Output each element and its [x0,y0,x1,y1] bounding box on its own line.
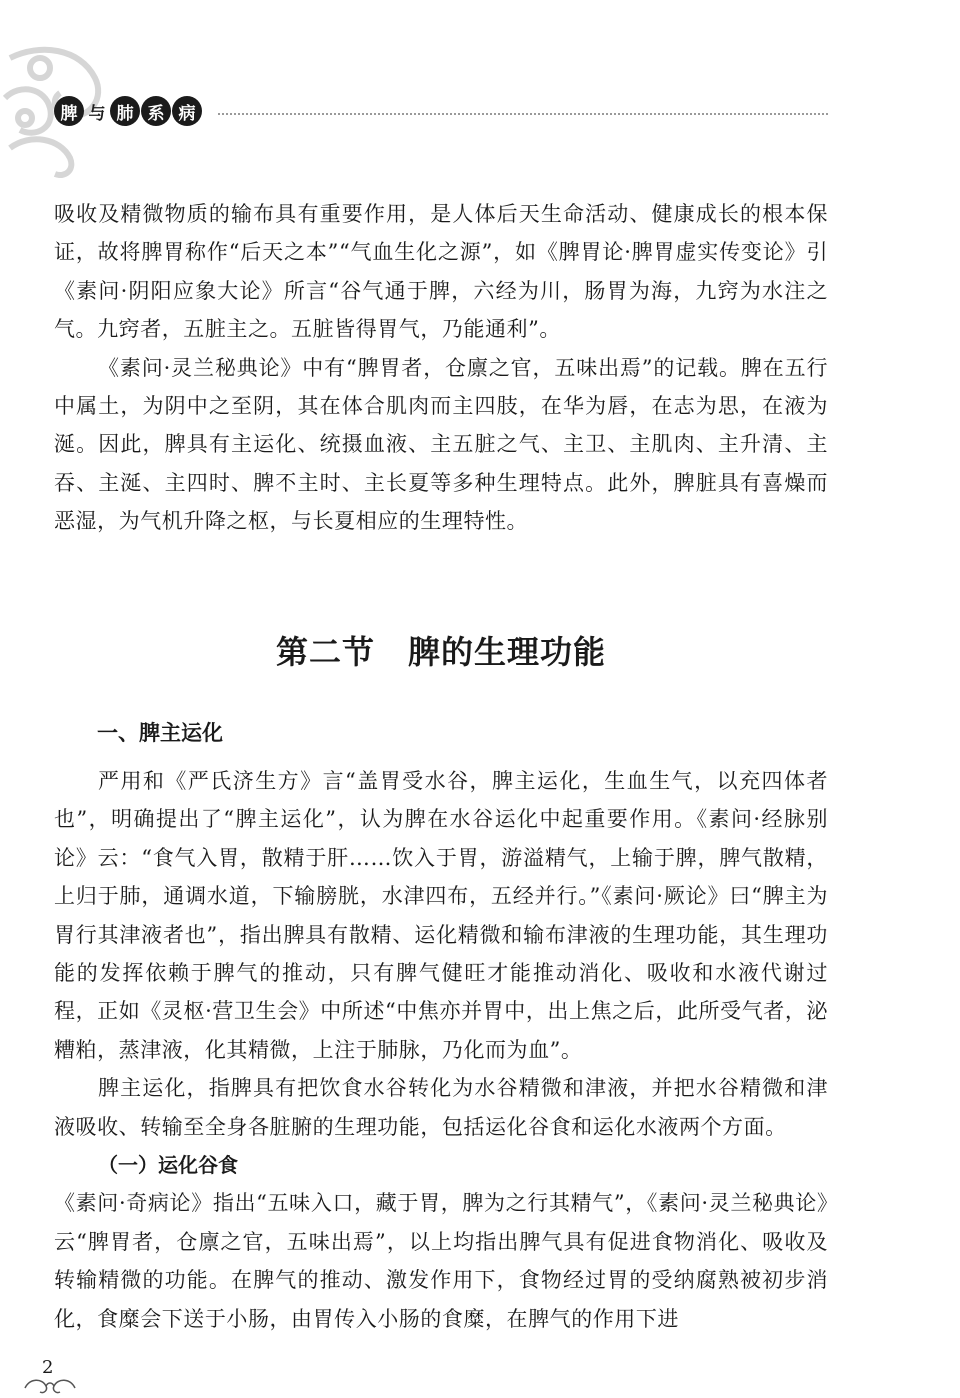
running-header [54,96,203,126]
section-title: 第二节 脾的生理功能 [275,633,606,671]
intro-text [54,195,828,541]
subsubsection-title: （一）运化谷食 [98,1153,238,1178]
page-number: 2 [42,1357,54,1378]
header-char: 肺 [110,96,140,126]
header-char: 与 [88,103,106,124]
cloud-ornament-icon [20,1370,80,1398]
body-paragraph: 吸收及精微物质的输布具有重要作用，是人体后天生命活动、健康成长的根本保证，故将脾胃称作“后天之本”“气血生化之源”，如《脾胃论·脾胃虚实传变论》引《素问·阴阳应象大论》所言“谷气通于脾，六经为川，肠胃为海，九窍为水注之气。九窍者，五脏主之。五脏皆得胃气，乃能通利”。 [54,202,828,342]
subsection-title: 一、脾主运化 [97,721,223,745]
body-paragraph: 严用和《严氏济生方》言“盖胃受水谷，脾主运化，生血生气，以充四体者也”，明确提出了“脾主运化”，认为脾在水谷运化中起重要作用。《素问·经脉别论》云：“食气入胃，散精于肝……饮入于胃，游溢精气，上输于脾，脾气散精，上归于肺，通调水道，下输膀胱，水津四布，五经并行。”《素问·厥论》曰“脾主为胃行其津液者也”，指出脾具有散精、运化精微和输布津液的生理功能，其生理功能的发挥依赖于脾气的推动，只有脾气健旺才能推动消化、吸收和水液代谢过程，正如《灵枢·营卫生会》中所述“中焦亦并胃中，出上焦之后，此所受气者，泌糟粕，蒸津液，化其精微，上注于肺脉，乃化而为血”。 [54,769,828,1062]
header-dotted-rule [218,113,828,115]
body-paragraph: 《素问·奇病论》指出“五味入口，藏于胃，脾为之行其精气”，《素问·灵兰秘典论》云“脾胃者，仓廪之官，五味出焉”，以上均指出脾气具有促进食物消化、吸收及转输精微的功能。在脾气的推动、激发作用下，食物经过胃的受纳腐熟被初步消化，食糜会下送于小肠，由胃传入小肠的食糜，在脾气的作用下进 [54,1191,828,1331]
body-paragraph: 脾主运化，指脾具有把饮食水谷转化为水谷精微和津液，并把水谷精微和津液吸收、转输至全身各脏腑的生理功能，包括运化谷食和运化水液两个方面。 [54,1076,828,1139]
header-char: 脾 [54,96,84,126]
body-paragraph: 《素问·灵兰秘典论》中有“脾胃者，仓廪之官，五味出焉”的记载。脾在五行中属土，为阴中之至阴，其在体合肌肉而主四肢，在华为唇，在志为思，在液为涎。因此，脾具有主运化、统摄血液、主五脏之气、主卫、主肌肉、主升清、主吞、主涎、主四时、脾不主时、主长夏等多种生理特点。此外，脾脏具有喜燥而恶湿，为气机升降之枢，与长夏相应的生理特性。 [54,355,828,534]
section-body [54,762,828,1338]
header-char: 系 [141,96,171,126]
header-char: 病 [172,96,202,126]
